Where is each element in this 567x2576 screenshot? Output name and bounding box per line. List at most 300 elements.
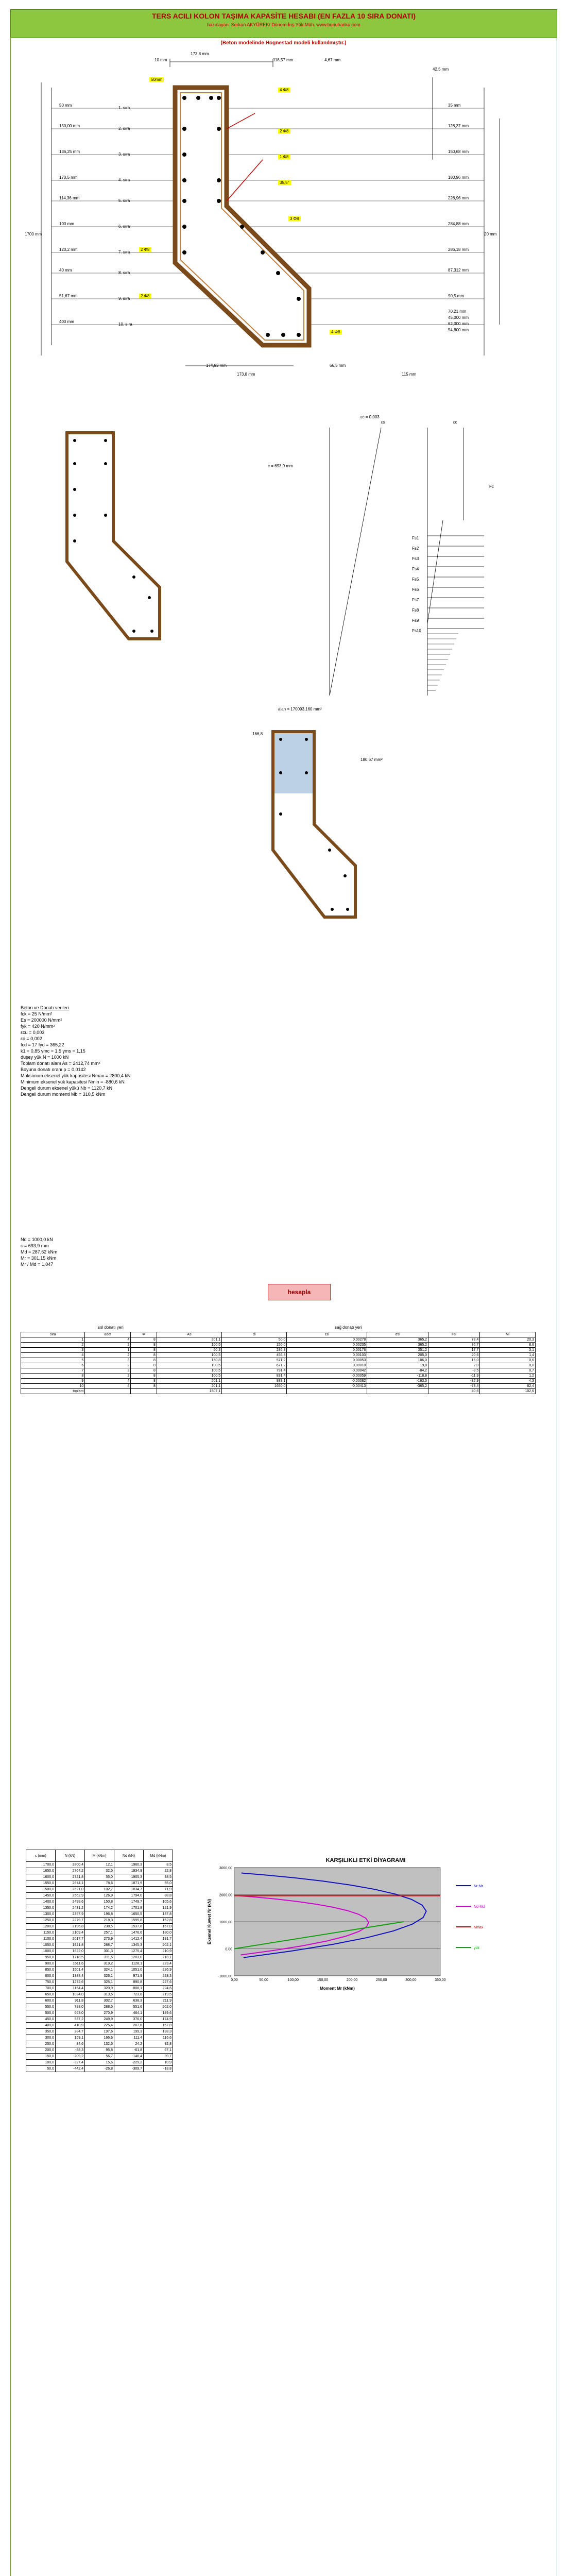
force-fs6: Fs6: [412, 587, 419, 592]
table-cell: 1450,0: [26, 1893, 56, 1899]
table-cell: 1350,0: [26, 1905, 56, 1911]
table-cell: 2: [85, 1363, 131, 1368]
table-cell: 111,4: [114, 2035, 144, 2041]
force-arrows: [427, 536, 484, 629]
table-cell: 10: [21, 1384, 85, 1389]
y-tick-label: 2000,00: [219, 1893, 232, 1897]
table-cell: 1388,4: [56, 1973, 85, 1979]
table-cell: 116,6: [144, 2035, 173, 2041]
yellow-tag-2[interactable]: 4 Φ8: [278, 88, 290, 92]
table-cell: 24,2: [114, 2041, 144, 2047]
col-header: As: [157, 1332, 221, 1337]
table-cell: -8,5: [428, 1368, 480, 1374]
table-cell: 1501,4: [56, 1967, 85, 1973]
table-cell: 121,9: [144, 1905, 173, 1911]
input-line-2: Es = 200000 N/mm²: [21, 1018, 62, 1023]
table-cell: -163,5: [367, 1379, 428, 1384]
table-cell: 50,3: [157, 1348, 221, 1353]
table-cell: 1050,0: [26, 1942, 56, 1948]
rebar-header-row: [21, 1332, 536, 1337]
table-cell: 324,1: [85, 1967, 114, 1973]
table-cell: 788,0: [56, 2004, 85, 2010]
table-cell: 1,2: [480, 1374, 536, 1379]
right-dim-9: 90,5 mm: [448, 294, 465, 298]
table-cell: 106,0: [367, 1358, 428, 1363]
table-row: [26, 1880, 173, 1887]
table-cell: 159,1: [56, 2035, 85, 2041]
table-cell: 831,4: [222, 1374, 287, 1379]
table-cell: 2431,2: [56, 1905, 85, 1911]
table-cell: 2764,2: [56, 1868, 85, 1874]
table-cell: 288,7: [85, 1942, 114, 1948]
right-dim-2: 128,37 mm: [448, 124, 469, 128]
table-cell: 1595,8: [114, 1918, 144, 1924]
table-row: [26, 1936, 173, 1942]
table-cell: 0,00235: [287, 1343, 367, 1348]
page-subtitle: hazırlayan: Serkan AKYÜREK/ Dönem-İnş.Yük.Müh. www.bunuharika.com: [207, 22, 360, 27]
table-row: [21, 1353, 536, 1358]
input-line-14: Dengeli durum momenti Mb = 310,5 kNm: [21, 1092, 106, 1097]
table-row: [26, 1905, 173, 1911]
diagram-section: [67, 433, 160, 639]
table-cell: 167,0: [144, 1924, 173, 1930]
col-header: σsi: [367, 1332, 428, 1337]
table-cell: 157,8: [144, 2023, 173, 2029]
table-cell: 100,5: [157, 1363, 221, 1368]
table-cell: 200,0: [26, 2047, 56, 2054]
table-cell: 890,8: [114, 1979, 144, 1986]
table-cell: 197,6: [85, 2029, 114, 2035]
yellow-tag-1[interactable]: 50mm: [149, 77, 164, 82]
calculate-button[interactable]: hesapla: [268, 1284, 331, 1300]
table-row: [26, 1924, 173, 1930]
table-cell: 326,1: [85, 1973, 114, 1979]
total-cell: 40,6: [428, 1389, 480, 1394]
table-cell: 3: [85, 1358, 131, 1363]
force-fs7: Fs7: [412, 598, 419, 602]
table-row: [26, 2010, 173, 2016]
table-cell: 4: [21, 1353, 85, 1358]
table-cell: 225,4: [85, 2023, 114, 2029]
table-cell: 62,4: [480, 1384, 536, 1389]
yellow-tag-9[interactable]: 4 Φ8: [330, 330, 342, 334]
table-cell: 1749,7: [114, 1899, 144, 1905]
table-cell: 1834,7: [114, 1887, 144, 1893]
small-section: [268, 721, 402, 938]
rebar-table: [21, 1332, 536, 1394]
table-row: [26, 2029, 173, 2035]
table-cell: 273,9: [85, 1936, 114, 1942]
table-cell: 2: [85, 1343, 131, 1348]
table-cell: 301,3: [85, 1948, 114, 1955]
result-section: [21, 1236, 57, 1267]
table-cell: 20,6: [428, 1353, 480, 1358]
table-cell: 50,0: [222, 1337, 287, 1343]
side-label: 1700 mm: [25, 232, 42, 236]
table-row: [26, 1998, 173, 2004]
left-dim-3: 136,25 mm: [59, 149, 80, 154]
table-cell: 1701,8: [114, 1905, 144, 1911]
table-cell: 202,1: [144, 1942, 173, 1948]
table-cell: 219,5: [144, 1992, 173, 1998]
col-header: Fsi: [428, 1332, 480, 1337]
table-row: [21, 1343, 536, 1348]
table-row: [26, 1918, 173, 1924]
table-cell: 270,9: [85, 2010, 114, 2016]
table-cell: 313,5: [85, 1992, 114, 1998]
neutral-axis: c = 693,9 mm: [268, 464, 293, 468]
table-cell: 808,1: [114, 1986, 144, 1992]
table-cell: 1400,0: [26, 1899, 56, 1905]
input-line-9: Toplam donatı alanı As = 2412,74 mm²: [21, 1061, 100, 1066]
row-label-10: 10. sıra: [118, 322, 132, 327]
table-row: [21, 1358, 536, 1363]
table-row: [26, 2041, 173, 2047]
table-cell: 7: [21, 1368, 85, 1374]
table-cell: 1272,6: [56, 1979, 85, 1986]
table-cell: 0,0: [480, 1363, 536, 1368]
table-cell: 1611,6: [56, 1961, 85, 1967]
table-row: [26, 2016, 173, 2023]
table-cell: 1905,3: [114, 1874, 144, 1880]
table-cell: 2562,9: [56, 1893, 85, 1899]
interaction-chart: [203, 1855, 528, 1994]
left-dim-6: 100 mm: [59, 222, 74, 226]
total-cell: toplam: [21, 1389, 85, 1394]
total-cell: 102,6: [480, 1389, 536, 1394]
table-cell: 17,7: [428, 1348, 480, 1353]
input-line-13: Dengeli durum eksenel yükü Nb = 1120,7 kN: [21, 1086, 113, 1091]
table-cell: 152,8: [144, 1918, 173, 1924]
strain-lines: [330, 428, 463, 696]
table-cell: 4: [85, 1384, 131, 1389]
table-cell: 8: [131, 1384, 157, 1389]
table-cell: 8: [131, 1358, 157, 1363]
table-cell: 100,5: [157, 1368, 221, 1374]
left-dim-9: 51,67 mm: [59, 294, 78, 298]
table-cell: 1: [85, 1348, 131, 1353]
mn-body: [26, 1862, 173, 2072]
table-cell: 8: [21, 1374, 85, 1379]
section-drawing: [21, 46, 546, 376]
col-header: di: [222, 1332, 287, 1337]
table-cell: 0,00053: [287, 1358, 367, 1363]
table-cell: 1275,4: [114, 1948, 144, 1955]
table-cell: 1934,9: [114, 1868, 144, 1874]
result-line-3: Md = 287,62 kNm: [21, 1249, 58, 1255]
force-fc: Fc: [489, 484, 494, 489]
table-cell: 450,0: [26, 2016, 56, 2023]
table-cell: 319,2: [85, 1961, 114, 1967]
table-cell: 365,2: [367, 1337, 428, 1343]
table-cell: 464,1: [114, 2010, 144, 2016]
table-cell: 2017,7: [56, 1936, 85, 1942]
left-dim-8: 40 mm: [59, 268, 72, 273]
table-cell: 1051,0: [114, 1967, 144, 1973]
left-dim-1: 50 mm: [59, 103, 72, 108]
input-line-5: εo = 0,002: [21, 1036, 42, 1041]
yellow-tag-4[interactable]: 1 Φ8: [278, 155, 290, 159]
table-cell: 50,0: [26, 2066, 56, 2072]
table-cell: 6: [21, 1363, 85, 1368]
table-cell: -229,2: [114, 2060, 144, 2066]
table-cell: 4: [85, 1337, 131, 1343]
input-line-8: düşey yük N = 1000 kN: [21, 1055, 69, 1060]
table-cell: 456,8: [222, 1353, 287, 1358]
table-cell: -146,4: [114, 2054, 144, 2060]
total-cell: [222, 1389, 287, 1394]
table-cell: -0,00059: [287, 1374, 367, 1379]
input-heading: Beton ve Donatı verileri: [21, 1005, 69, 1010]
page-title: TERS ACILI KOLON TAŞIMA KAPASİTE HESABI (EN FAZLA 10 SIRA DONATI): [151, 12, 416, 20]
table-cell: -18,8: [144, 2066, 173, 2072]
yellow-tag-6[interactable]: 3 Φ8: [288, 216, 301, 221]
table-cell: 227,6: [144, 1979, 173, 1986]
row-label-9: 9. sıra: [118, 296, 130, 301]
table-cell: 3: [21, 1348, 85, 1353]
table-cell: 226,9: [144, 1967, 173, 1973]
mn-col-header: Nd (kN): [114, 1850, 144, 1862]
x-tick-label: 0,00: [231, 1978, 238, 1982]
strip-right: 180,67 mm²: [360, 757, 383, 762]
table-cell: 1034,0: [56, 1992, 85, 1998]
table-cell: 0,00278: [287, 1337, 367, 1343]
dim-top-3: 4,67 mm: [324, 58, 341, 62]
table-cell: 132,6: [85, 2041, 114, 2047]
table-cell: 2800,4: [56, 1862, 85, 1868]
area-label: alan = 170093,160 mm²: [278, 707, 322, 711]
table-cell: 0,00103: [287, 1353, 367, 1358]
table-cell: 138,3: [144, 2029, 173, 2035]
table-cell: 638,3: [114, 1998, 144, 2004]
table-row: [26, 1942, 173, 1948]
table-cell: 100,5: [157, 1374, 221, 1379]
red-annotation: [227, 113, 263, 201]
mn-col-header: N (kN): [56, 1850, 85, 1862]
table-cell: 286,3: [222, 1348, 287, 1353]
table-cell: 16,0: [428, 1358, 480, 1363]
title-band: [10, 9, 557, 38]
table-cell: 883,1: [222, 1379, 287, 1384]
table-cell: 1203,0: [114, 1955, 144, 1961]
table-cell: 1650,0: [26, 1868, 56, 1874]
table-cell: 55,0: [85, 1874, 114, 1880]
table-cell: 950,0: [26, 1955, 56, 1961]
bottom-dim-2: 66,5 mm: [330, 363, 346, 368]
table-cell: 224,6: [144, 1986, 173, 1992]
table-cell: 2109,4: [56, 1930, 85, 1936]
table-cell: -84,2: [367, 1368, 428, 1374]
col-header: εsi: [287, 1332, 367, 1337]
table-cell: 1537,8: [114, 1924, 144, 1930]
table-cell: 1600,0: [26, 1874, 56, 1880]
table-row: [26, 1961, 173, 1967]
table-cell: 2: [85, 1368, 131, 1374]
table-cell: -209,2: [56, 2054, 85, 2060]
left-dim-4: 170,5 mm: [59, 175, 78, 180]
table-cell: 100,5: [157, 1353, 221, 1358]
left-dim-5: 114,36 mm: [59, 196, 80, 200]
table-cell: 211,9: [144, 1998, 173, 2004]
table-row: [26, 1887, 173, 1893]
input-line-4: εcu = 0,003: [21, 1030, 45, 1035]
table-row: [21, 1348, 536, 1353]
axis-eps-c: εc: [453, 420, 457, 425]
right-dim-12: 62,000 mm: [448, 321, 469, 326]
table-cell: 911,8: [56, 1998, 85, 2004]
strip-top: 166,8: [252, 732, 263, 736]
table-cell: 287,6: [114, 2023, 144, 2029]
mn-header-row: [26, 1850, 173, 1862]
force-fs10: Fs10: [412, 629, 421, 633]
table-row: [26, 1911, 173, 1918]
col-header: sıra: [21, 1332, 85, 1337]
table-cell: 1150,0: [26, 1930, 56, 1936]
table-cell: 8: [131, 1374, 157, 1379]
table-cell: 150,0: [222, 1343, 287, 1348]
table-row: [26, 2023, 173, 2029]
input-line-12: Minimum eksenel yük kapasitesi Nmin = -880,6 kN: [21, 1079, 125, 1084]
table-cell: 302,7: [85, 1998, 114, 2004]
table-cell: 350,0: [26, 2029, 56, 2035]
yellow-tag-5[interactable]: 35,5°: [278, 180, 291, 185]
yellow-tag-7[interactable]: 2 Φ8: [139, 247, 151, 252]
table-cell: 201,1: [157, 1379, 221, 1384]
table-cell: 1000,0: [26, 1948, 56, 1955]
table-cell: 320,9: [85, 1986, 114, 1992]
table-cell: 1300,0: [26, 1911, 56, 1918]
table-cell: 537,2: [56, 2016, 85, 2023]
table-cell: 1550,0: [26, 1880, 56, 1887]
right-dim-7: 286,18 mm: [448, 247, 469, 252]
legend-label: Nr-Mr: [474, 1885, 483, 1888]
table-cell: 36,7: [428, 1343, 480, 1348]
table-cell: 38,5: [144, 1874, 173, 1880]
table-cell: 284,7: [56, 2029, 85, 2035]
table-cell: 750,0: [26, 1979, 56, 1986]
table-cell: 228,3: [144, 1973, 173, 1979]
chart-xlabel: Moment Mr (kNm): [320, 1986, 355, 1991]
x-tick-label: 100,00: [287, 1978, 299, 1982]
table-cell: 218,1: [144, 1955, 173, 1961]
table-row: [26, 1874, 173, 1880]
dim-top-2: 118,57 mm: [273, 58, 294, 62]
axis-eps-s: εs: [381, 420, 385, 425]
table-cell: 2: [85, 1353, 131, 1358]
total-cell: [131, 1389, 157, 1394]
x-tick-label: 350,00: [435, 1978, 446, 1982]
table-cell: 1412,4: [114, 1936, 144, 1942]
table-cell: -442,4: [56, 2066, 85, 2072]
row-label-1: 1. sıra: [118, 106, 130, 110]
table-cell: 20,3: [480, 1337, 536, 1343]
table-cell: -365,2: [367, 1384, 428, 1389]
col-header: Φ: [131, 1332, 157, 1337]
table-cell: 8: [131, 1379, 157, 1384]
table-row: [26, 2047, 173, 2054]
table-cell: 0,00176: [287, 1348, 367, 1353]
table-cell: 55,0: [144, 1880, 173, 1887]
table-cell: 1128,1: [114, 1961, 144, 1967]
table-cell: -0,00413: [287, 1384, 367, 1389]
table-cell: 2621,0: [56, 1887, 85, 1893]
right-dim-5: 228,96 mm: [448, 196, 469, 200]
table-cell: 1822,0: [56, 1948, 85, 1955]
table-row: [26, 1893, 173, 1899]
table-cell: 67,1: [144, 2047, 173, 2054]
table-cell: 257,1: [85, 1930, 114, 1936]
result-line-2: c = 693,9 mm: [21, 1243, 49, 1248]
eps-top: εc = 0,003: [360, 415, 380, 419]
table-cell: 2: [85, 1374, 131, 1379]
table-row: [26, 2004, 173, 2010]
table-cell: 300,0: [26, 2035, 56, 2041]
table-cell: 1: [21, 1337, 85, 1343]
table-cell: 1960,3: [114, 1862, 144, 1868]
row-label-8: 8. sıra: [118, 270, 130, 275]
force-fs2: Fs2: [412, 546, 419, 551]
table-cell: 2357,9: [56, 1911, 85, 1918]
force-fs4: Fs4: [412, 567, 419, 571]
table-cell: 32,5: [85, 1868, 114, 1874]
table-cell: 0,6: [480, 1358, 536, 1363]
bottom-dim-3: 173,8 mm: [237, 372, 255, 377]
table-cell: 8,5: [144, 1862, 173, 1868]
x-tick-label: 250,00: [376, 1978, 387, 1982]
table-cell: 92,8: [144, 2041, 173, 2047]
table-row: [26, 2054, 173, 2060]
rebar-total-row: [21, 1389, 536, 1394]
table-cell: 150,0: [26, 2054, 56, 2060]
bottom-dim-4: 115 mm: [402, 372, 417, 377]
table-cell: 95,8: [85, 2047, 114, 2054]
table-cell: 71,9: [144, 1887, 173, 1893]
table-cell: 205,0: [367, 1353, 428, 1358]
yellow-tag-8[interactable]: 2 Φ8: [139, 294, 151, 298]
row-label-6: 6. sıra: [118, 224, 130, 229]
input-line-3: fyk = 420 N/mm²: [21, 1024, 55, 1029]
table-row: [26, 2066, 173, 2072]
y-tick-label: 3000,00: [219, 1867, 232, 1870]
table-cell: 2,0: [428, 1363, 480, 1368]
legend-label: Nmax: [474, 1926, 484, 1929]
table-cell: -73,4: [428, 1384, 480, 1389]
force-fs5: Fs5: [412, 577, 419, 582]
table-cell: 900,0: [26, 1961, 56, 1967]
total-cell: [85, 1389, 131, 1394]
table-cell: 12,1: [85, 1862, 114, 1868]
table-cell: 174,9: [144, 2016, 173, 2023]
yellow-tag-3[interactable]: 2 Φ8: [278, 129, 290, 133]
table-cell: 2: [21, 1343, 85, 1348]
table-cell: 100,5: [157, 1343, 221, 1348]
table-cell: 218,3: [85, 1918, 114, 1924]
legend-label: Nd-Md: [474, 1905, 485, 1909]
table-cell: 500,0: [26, 2010, 56, 2016]
table-row: [26, 2060, 173, 2066]
table-row: [26, 1862, 173, 1868]
table-cell: 365,2: [367, 1343, 428, 1348]
row-label-3: 3. sıra: [118, 152, 130, 157]
total-cell: [287, 1389, 367, 1394]
table-cell: 4,3: [480, 1379, 536, 1384]
table-cell: 180,0: [144, 1930, 173, 1936]
input-line-7: k1 = 0,85 γmc = 1,5 γms = 1,15: [21, 1048, 85, 1054]
table-cell: -32,9: [428, 1379, 480, 1384]
table-cell: 1718,5: [56, 1955, 85, 1961]
table-cell: 551,6: [114, 2004, 144, 2010]
table-cell: 199,3: [114, 2029, 144, 2035]
